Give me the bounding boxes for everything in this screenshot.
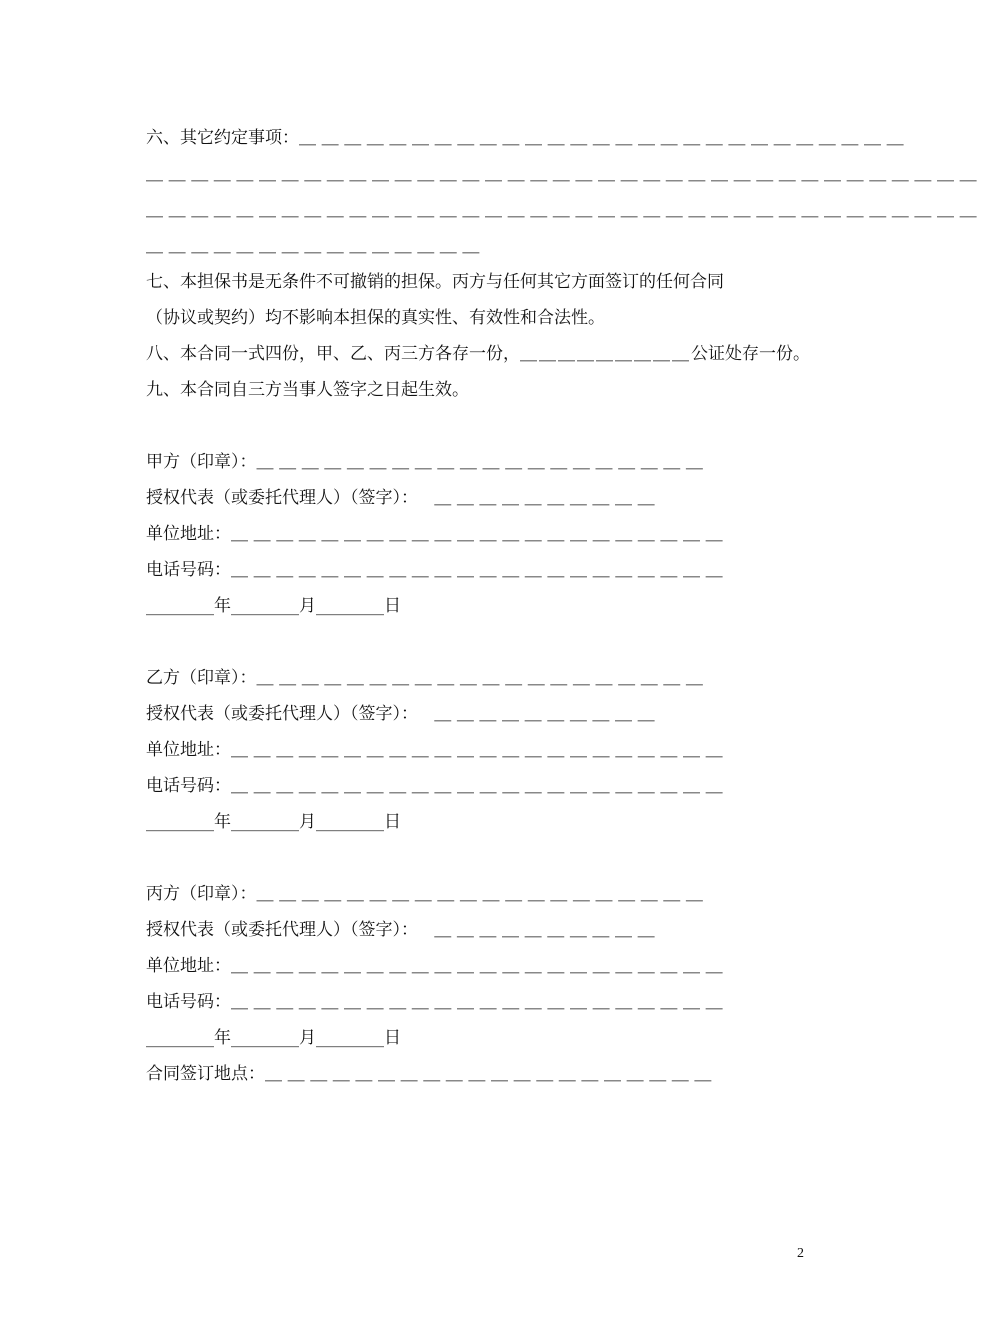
party-c-year-label: 年 — [214, 1028, 231, 1048]
party-a-phone-blank: ＿＿＿＿＿＿＿＿＿＿＿＿＿＿＿＿＿＿＿＿＿＿ — [231, 560, 729, 580]
party-c-address-blank: ＿＿＿＿＿＿＿＿＿＿＿＿＿＿＿＿＿＿＿＿＿＿ — [231, 956, 729, 976]
party-c-phone-blank: ＿＿＿＿＿＿＿＿＿＿＿＿＿＿＿＿＿＿＿＿＿＿ — [231, 992, 729, 1012]
party-b-phone-blank: ＿＿＿＿＿＿＿＿＿＿＿＿＿＿＿＿＿＿＿＿＿＿ — [231, 776, 729, 796]
party-b-seal-blank: ＿＿＿＿＿＿＿＿＿＿＿＿＿＿＿＿＿＿＿＿ — [256, 668, 709, 688]
page-number: 2 — [797, 1246, 804, 1261]
clause-9-line — [146, 372, 808, 408]
party-c-phone-label: 电话号码： — [146, 992, 231, 1012]
party-a-seal-label: 甲方（印章）： — [146, 452, 257, 472]
party-b-month-blank: ________ — [231, 812, 299, 832]
clause-6-line-1 — [146, 120, 910, 156]
party-b-year-label: 年 — [214, 812, 231, 832]
spacer — [146, 624, 808, 660]
party-a-month-label: 月 — [299, 596, 316, 616]
party-a-address-label: 单位地址： — [146, 524, 231, 544]
signing-place-line — [146, 1056, 808, 1092]
clause-6-line-3 — [146, 192, 982, 228]
party-a-rep-label: 授权代表（或委托代理人）（签字）： — [146, 488, 418, 508]
party-c-address-label: 单位地址： — [146, 956, 231, 976]
party-b-address-label: 单位地址： — [146, 740, 231, 760]
clause-8-blank: ＿＿＿＿＿＿＿＿＿ — [520, 344, 691, 364]
party-c-rep-blank: ＿＿＿＿＿＿＿＿＿＿ — [434, 920, 661, 940]
party-c-phone-line — [146, 984, 808, 1020]
party-c-rep-line — [146, 912, 808, 948]
party-b-rep-label: 授权代表（或委托代理人）（签字）： — [146, 704, 418, 724]
party-a-phone-line — [146, 552, 808, 588]
party-c-year-blank: ________ — [146, 1028, 214, 1048]
party-a-seal-blank: ＿＿＿＿＿＿＿＿＿＿＿＿＿＿＿＿＿＿＿＿ — [256, 452, 709, 472]
party-b-address-line — [146, 732, 808, 768]
clause-6-blank-4: ＿＿＿＿＿＿＿＿＿＿＿＿＿＿＿ — [146, 236, 485, 256]
clause-7-line-2 — [146, 300, 808, 336]
party-b-month-label: 月 — [299, 812, 316, 832]
clause-6-blank-3: ＿＿＿＿＿＿＿＿＿＿＿＿＿＿＿＿＿＿＿＿＿＿＿＿＿＿＿＿＿＿＿＿＿＿＿＿＿ — [146, 200, 982, 220]
party-c-rep-label: 授权代表（或委托代理人）（签字）： — [146, 920, 418, 940]
clause-7-text-2: （协议或契约）均不影响本担保的真实性、有效性和合法性。 — [146, 308, 605, 328]
party-c-day-blank: ________ — [316, 1028, 384, 1048]
clause-8-text-before: 八、本合同一式四份，甲、乙、丙三方各存一份， — [146, 344, 520, 364]
party-a-year-label: 年 — [214, 596, 231, 616]
party-b-day-label: 日 — [384, 812, 401, 832]
party-a-address-blank: ＿＿＿＿＿＿＿＿＿＿＿＿＿＿＿＿＿＿＿＿＿＿ — [231, 524, 729, 544]
party-a-day-label: 日 — [384, 596, 401, 616]
clause-8-text-after: 公证处存一份。 — [691, 344, 810, 364]
party-b-seal-label: 乙方（印章）： — [146, 668, 257, 688]
party-b-day-blank: ________ — [316, 812, 384, 832]
party-a-date-line — [146, 588, 808, 624]
party-b-rep-blank: ＿＿＿＿＿＿＿＿＿＿ — [434, 704, 661, 724]
party-b-address-blank: ＿＿＿＿＿＿＿＿＿＿＿＿＿＿＿＿＿＿＿＿＿＿ — [231, 740, 729, 760]
clause-8-line — [146, 336, 808, 372]
clause-6-label: 六、其它约定事项： — [146, 128, 299, 148]
signing-place-label: 合同签订地点： — [146, 1064, 265, 1084]
party-b-date-line — [146, 804, 808, 840]
party-a-address-line — [146, 516, 808, 552]
party-c-day-label: 日 — [384, 1028, 401, 1048]
party-c-month-label: 月 — [299, 1028, 316, 1048]
clause-9-text: 九、本合同自三方当事人签字之日起生效。 — [146, 380, 469, 400]
party-c-date-line — [146, 1020, 808, 1056]
document-body — [146, 120, 982, 1092]
party-a-rep-line — [146, 480, 808, 516]
signing-place-blank: ＿＿＿＿＿＿＿＿＿＿＿＿＿＿＿＿＿＿＿＿ — [265, 1064, 717, 1084]
clause-7-line-1 — [146, 264, 808, 300]
party-a-year-blank: ________ — [146, 596, 214, 616]
clause-6-line-2 — [146, 156, 982, 192]
party-a-phone-label: 电话号码： — [146, 560, 231, 580]
party-b-phone-line — [146, 768, 808, 804]
party-b-year-blank: ________ — [146, 812, 214, 832]
clause-6-blank-1: ＿＿＿＿＿＿＿＿＿＿＿＿＿＿＿＿＿＿＿＿＿＿＿＿＿＿＿ — [299, 128, 910, 148]
party-b-seal-line — [146, 660, 808, 696]
spacer — [146, 408, 808, 444]
party-a-day-blank: ________ — [316, 596, 384, 616]
party-a-seal-line — [146, 444, 808, 480]
party-b-phone-label: 电话号码： — [146, 776, 231, 796]
party-c-address-line — [146, 948, 808, 984]
party-b-rep-line — [146, 696, 808, 732]
party-c-seal-label: 丙方（印章）： — [146, 884, 257, 904]
clause-6-line-4 — [146, 228, 808, 264]
spacer — [146, 840, 808, 876]
party-c-seal-line — [146, 876, 808, 912]
clause-6-blank-2: ＿＿＿＿＿＿＿＿＿＿＿＿＿＿＿＿＿＿＿＿＿＿＿＿＿＿＿＿＿＿＿＿＿＿＿＿＿ — [146, 164, 982, 184]
party-a-rep-blank: ＿＿＿＿＿＿＿＿＿＿ — [434, 488, 661, 508]
party-c-seal-blank: ＿＿＿＿＿＿＿＿＿＿＿＿＿＿＿＿＿＿＿＿ — [256, 884, 709, 904]
party-a-month-blank: ________ — [231, 596, 299, 616]
party-c-month-blank: ________ — [231, 1028, 299, 1048]
clause-7-text-1: 七、本担保书是无条件不可撤销的担保。丙方与任何其它方面签订的任何合同 — [146, 272, 724, 292]
